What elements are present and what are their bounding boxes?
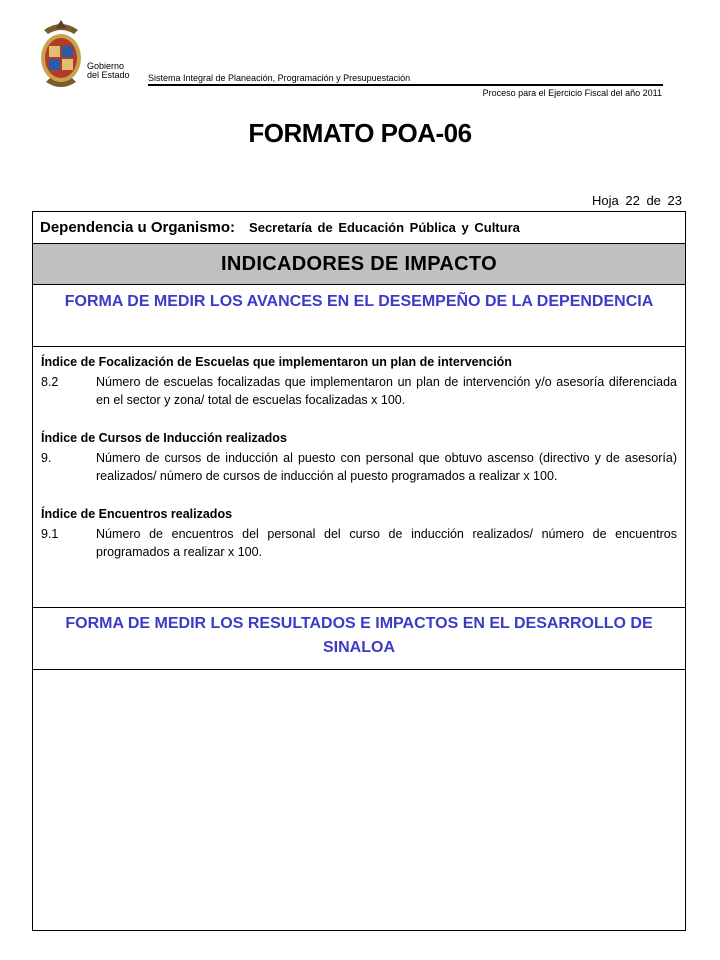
gobierno-line-2: del Estado: [87, 70, 130, 80]
dependencia-value: Secretaría de Educación Pública y Cultura: [249, 220, 520, 235]
form-frame: [32, 211, 686, 931]
indicator-number: 9.1: [41, 527, 59, 541]
indicator-text: Número de cursos de inducción al puesto con personal que obtuvo ascenso (directivo y de asesoría) realizados/ número de cursos de inducción al puesto programados a realizar x 100.: [96, 451, 677, 483]
indicator-title: Índice de Focalización de Escuelas que implementaron un plan de intervención: [41, 355, 512, 369]
gobierno-line-1: Gobierno: [87, 61, 125, 71]
indicator-number: 8.2: [41, 375, 59, 389]
system-name: Sistema Integral de Planeación, Programación y Presupuestación: [148, 73, 411, 83]
gobierno-del-estado-label: [87, 62, 130, 80]
indicator-row: [41, 373, 677, 409]
section-band: INDICADORES DE IMPACTO: [33, 244, 685, 285]
avances-content: [33, 347, 685, 607]
hoja-label: Hoja: [591, 193, 619, 208]
page-total: 23: [667, 193, 682, 208]
dependencia-row: [33, 212, 685, 244]
header-divider: [148, 84, 663, 86]
resultados-heading: FORMA DE MEDIR LOS RESULTADOS E IMPACTOS EN EL DESARROLLO DE SINALOA: [33, 607, 685, 670]
dependencia-label: Dependencia u Organismo:: [40, 219, 236, 236]
indicator-row: [41, 449, 677, 485]
resultados-content-area: [33, 670, 685, 932]
indicator-title: Índice de Encuentros realizados: [41, 507, 233, 521]
indicator-row: [41, 525, 677, 561]
indicator-title: Índice de Cursos de Inducción realizados: [41, 431, 287, 445]
page-counter: [592, 193, 682, 208]
indicator-text: Número de escuelas focalizadas que implementaron un plan de intervención y/o asesoría diferenciada en el sector y zona/ total de escuelas focalizadas x 100.: [96, 375, 677, 407]
indicator-text: Número de encuentros del personal del curso de inducción realizados/ número de encuentros programados a realizar x 100.: [96, 527, 677, 559]
indicator-number: 9.: [41, 451, 52, 465]
page-title: FORMATO POA-06: [248, 118, 472, 148]
state-seal-logo: [36, 16, 86, 94]
de-label: de: [646, 193, 661, 208]
avances-heading: FORMA DE MEDIR LOS AVANCES EN EL DESEMPEÑO DE LA DEPENDENCIA: [33, 285, 685, 347]
fiscal-process-label: Proceso para el Ejercicio Fiscal del año 2011: [482, 88, 662, 98]
page-current: 22: [625, 193, 640, 208]
